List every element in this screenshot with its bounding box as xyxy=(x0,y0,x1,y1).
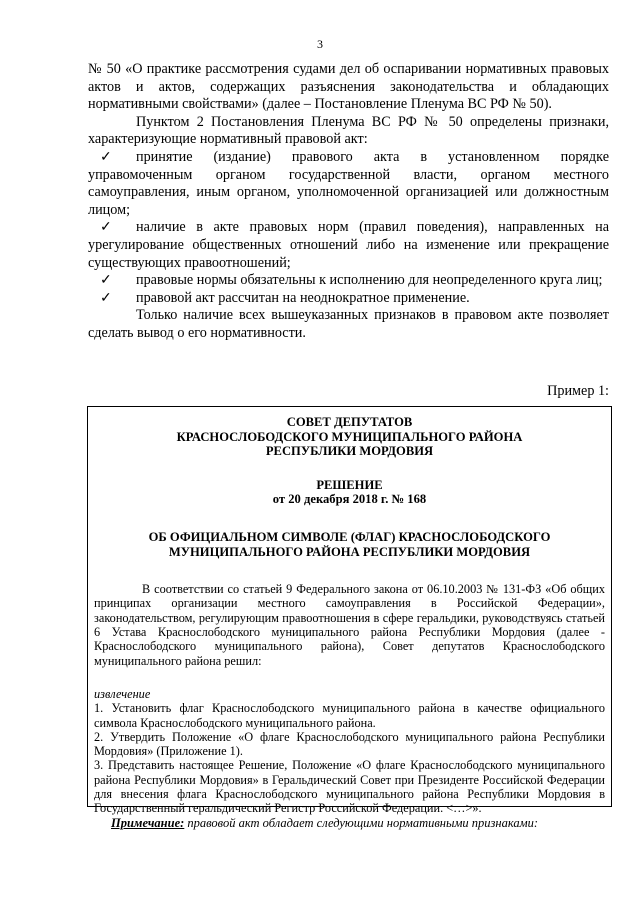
excerpt-label: извлечение xyxy=(94,686,151,701)
page-number: 3 xyxy=(317,37,323,51)
paragraph-criteria: Пунктом 2 Постановления Пленума ВС РФ № 50 определены признаки, характеризующие нормативный правовой акт: xyxy=(88,113,609,148)
main-text xyxy=(88,61,609,343)
check-mark-icon: ✓ xyxy=(100,148,112,165)
preamble: В соответствии со статьей 9 Федерального закона от 06.10.2003 № 131-ФЗ «Об общих принципах организации местного самоуправления в Российской Федерации», законодательством, регулирующим правоотношения в сфере геральдики, руководствуясь статьей 6 Устава Краснослободского муниципального района Республики Мордовия (далее - Краснослободского муниципального района), Совет депутатов Краснослободского муниципального района решил: xyxy=(94,582,605,668)
doc-date: от 20 декабря 2018 г. № 168 xyxy=(272,492,427,507)
org-name-line: КРАСНОСЛОБОДСКОГО МУНИЦИПАЛЬНОГО РАЙОНА xyxy=(176,429,523,444)
paragraph-intro: № 50 «О практике рассмотрения судами дел об оспаривании нормативных правовых актов и актов, содержащих разъяснения законодательства и обладающих нормативными свойствами» (далее – Постановление Пленума ВС РФ № 50). xyxy=(88,61,609,113)
note xyxy=(111,816,538,831)
list-item: ✓ правовой акт рассчитан на неоднократное применение. xyxy=(100,289,470,306)
check-mark-icon: ✓ xyxy=(100,289,112,306)
check-mark-icon: ✓ xyxy=(100,219,112,236)
paragraph-conclusion: Только наличие всех вышеуказанных признаков в правовом акте позволяет сделать вывод о его нормативности. xyxy=(88,307,609,341)
doc-title-line: МУНИЦИПАЛЬНОГО РАЙОНА РЕСПУБЛИКИ МОРДОВИЯ xyxy=(168,544,531,559)
doc-type: РЕШЕНИЕ xyxy=(316,477,383,492)
example-box xyxy=(87,406,612,816)
org-name-line: СОВЕТ ДЕПУТАТОВ xyxy=(286,415,413,429)
doc-title-line: ОБ ОФИЦИАЛЬНОМ СИМВОЛЕ (ФЛАГ) КРАСНОСЛОБОДСКОГО xyxy=(148,529,551,544)
list-item: ✓ принятие (издание) правового акта в установленном порядке управомоченным органом государственной власти, органом местного самоуправления, иным органом, уполномоченной организацией или должностным лицом; xyxy=(88,148,609,218)
org-name-line: РЕСПУБЛИКИ МОРДОВИЯ xyxy=(265,444,434,459)
decision-point: 2. Утвердить Положение «О флаге Краснослободского муниципального района Республики Мордовия» (Приложение 1). xyxy=(94,729,605,759)
example-box-content xyxy=(94,415,605,816)
note-text: правовой акт обладает следующими нормативными признаками: xyxy=(184,816,539,830)
decision-point: 1. Установить флаг Краснослободского муниципального района в качестве официального символа Краснослободского муниципального района. xyxy=(94,701,605,730)
list-item: ✓ правовые нормы обязательны к исполнению для неопределенного круга лиц; xyxy=(100,272,603,289)
check-mark-icon: ✓ xyxy=(100,272,112,289)
example-label: Пример 1: xyxy=(547,383,609,399)
list-item: ✓ наличие в акте правовых норм (правил поведения), направленных на урегулирование общественных отношений либо на изменение или прекращение существующих правоотношений; xyxy=(88,219,609,271)
note-label: Примечание: xyxy=(111,816,185,830)
decision-point: 3. Представить настоящее Решение, Положение «О флаге Краснослободского муниципального района Республики Мордовия» в Геральдический Совет при Президенте Российской Федерации для внесения флага Краснослободского муниципального района Республики Мордовия в Государственный геральдический Регистр Российской Федерации. <…>». xyxy=(94,758,605,816)
